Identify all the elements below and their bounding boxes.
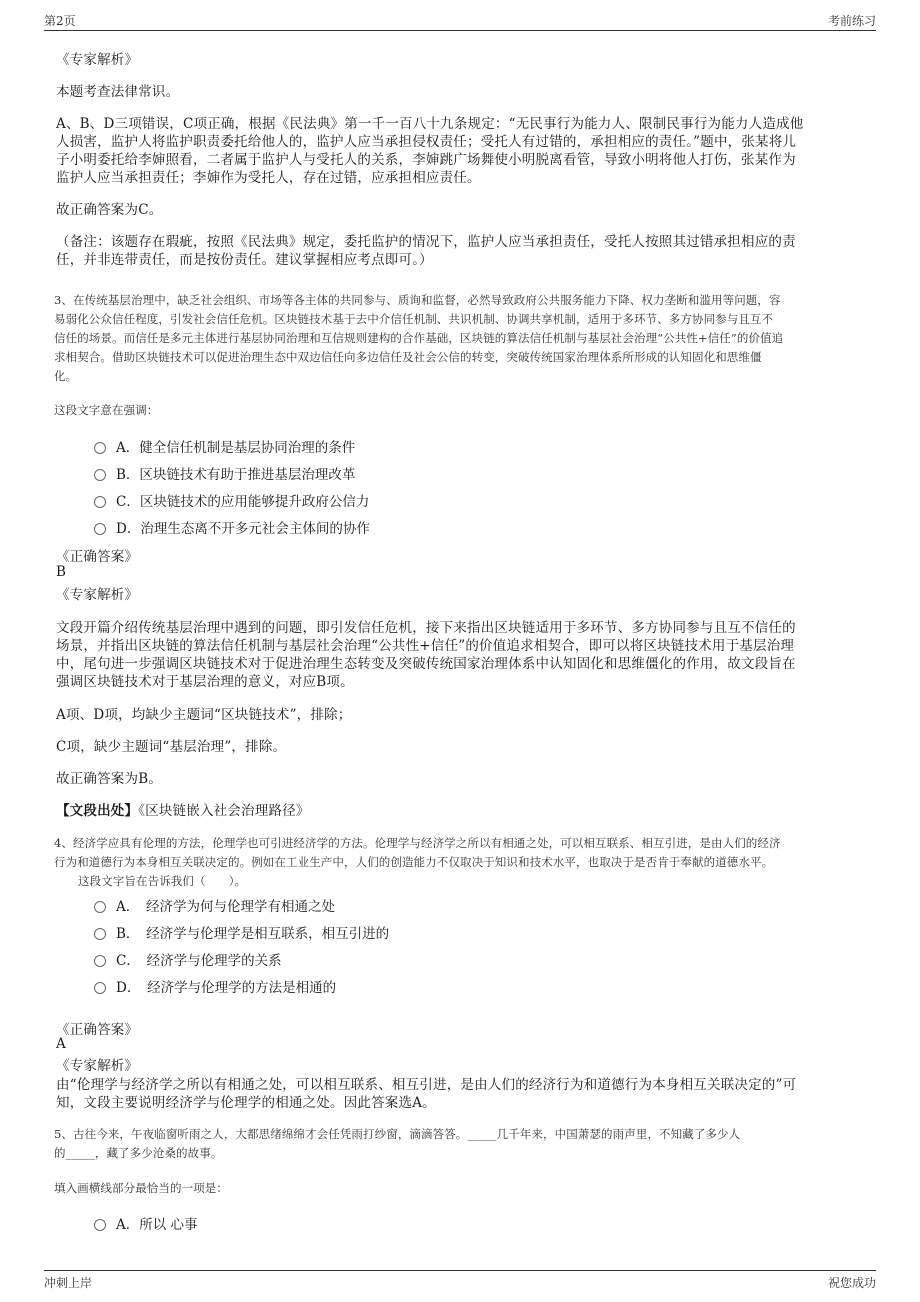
q3-stem-line: 求相契合。借助区块链技术可以促进治理生态中双边信任向多边信任及社会公信的转变，突破传统国家治理体系所形成的认知固化和思维僵 bbox=[54, 350, 762, 364]
q3-exclude-ad: A项、D项，均缺少主题词“区块链技术”，排除； bbox=[56, 707, 352, 723]
q5-question: 填入画横线部分最恰当的一项是： bbox=[54, 1181, 228, 1195]
q2-answer: 故正确答案为C。 bbox=[56, 202, 163, 218]
page-footer bbox=[44, 1270, 876, 1293]
q4-analysis-line: 知，文段主要说明经济学与伦理学的相通之处。因此答案选A。 bbox=[56, 1095, 436, 1111]
q3-exclude-c: C项，缺少主题词“基层治理”，排除。 bbox=[56, 739, 287, 755]
q4-analysis-label: 《专家解析》 bbox=[56, 1058, 139, 1074]
q4-question: 这段文字旨在告诉我们（ ）。 bbox=[78, 874, 247, 888]
source-tag: 【文段出处】 bbox=[56, 803, 139, 819]
q3-option-a[interactable]: A．健全信任机制是基层协同治理的条件 bbox=[94, 436, 355, 456]
q3-option-d[interactable]: D．治理生态离不开多元社会主体间的协作 bbox=[94, 517, 370, 537]
header-title: 考前练习 bbox=[827, 14, 876, 28]
radio-icon[interactable] bbox=[94, 982, 106, 994]
q3-answer: B bbox=[56, 564, 67, 580]
q3-stem-line: 易弱化公众信任程度，引发社会信任危机。区块链技术基于去中介信任机制、共识机制、协调共享机制，适用于多环节、多方协同参与且互不 bbox=[54, 312, 774, 326]
q2-intro: 本题考查法律常识。 bbox=[56, 84, 180, 100]
q3-answer-label: 《正确答案》 bbox=[56, 549, 139, 565]
q3-analysis-label: 《专家解析》 bbox=[56, 587, 139, 603]
radio-icon[interactable] bbox=[94, 523, 106, 535]
q2-para-line: 监护人应当承担责任；李婶作为受托人，存在过错，应承担相应责任。 bbox=[56, 170, 481, 186]
q4-option-b[interactable]: B． 经济学与伦理学是相互联系，相互引进的 bbox=[94, 922, 389, 942]
q3-stem-line: 化。 bbox=[54, 369, 78, 383]
page-header bbox=[44, 10, 876, 31]
q4-option-c[interactable]: C． 经济学与伦理学的关系 bbox=[94, 949, 282, 969]
q2-para-line: 人损害，监护人将监护职责委托给他人的，监护人应当承担侵权责任；受托人有过错的，承担相应的责任。”题中，张某将儿 bbox=[56, 134, 797, 150]
q3-option-b[interactable]: B．区块链技术有助于推进基层治理改革 bbox=[94, 463, 355, 483]
q2-analysis-label: 《专家解析》 bbox=[56, 52, 139, 68]
q4-stem-line: 4、经济学应具有伦理的方法，伦理学也可引进经济学的方法。伦理学与经济学之所以有相通之处，可以相互联系、相互引进，是由人们的经济 bbox=[54, 836, 781, 850]
q3-question: 这段文字意在强调： bbox=[54, 403, 159, 417]
q3-analysis-line: 文段开篇介绍传统基层治理中遇到的问题，即引发信任危机，接下来指出区块链适用于多环节、多方协同参与且互不信任的 bbox=[56, 620, 796, 636]
q3-stem-line: 3、在传统基层治理中，缺乏社会组织、市场等各主体的共同参与、质询和监督，必然导致政府公共服务能力下降、权力垄断和滥用等问题，容 bbox=[54, 293, 781, 307]
radio-icon[interactable] bbox=[94, 928, 106, 940]
q4-option-a[interactable]: A． 经济学为何与伦理学有相通之处 bbox=[94, 895, 335, 915]
q4-option-d[interactable]: D． 经济学与伦理学的方法是相通的 bbox=[94, 976, 336, 996]
q3-source bbox=[56, 799, 310, 819]
q3-final-answer: 故正确答案为B。 bbox=[56, 771, 163, 787]
footer-left: 冲刺上岸 bbox=[44, 1276, 93, 1290]
q2-para-line: 子小明委托给李婶照看，二者属于监护人与受托人的关系，李婶跳广场舞使小明脱离看管，导致小明将他人打伤，张某作为 bbox=[56, 152, 796, 168]
q5-stem-line: 的_____，藏了多少沧桑的故事。 bbox=[54, 1146, 223, 1160]
q4-answer-label: 《正确答案》 bbox=[56, 1022, 139, 1038]
source-title: 《区块链嵌入社会治理路径》 bbox=[138, 803, 310, 819]
q3-analysis-line: 中，尾句进一步强调区块链技术对于促进治理生态转变及突破传统国家治理体系中认知固化和思维僵化的作用，故文段旨在 bbox=[56, 656, 796, 672]
q2-note-line: （备注：该题存在瑕疵，按照《民法典》规定，委托监护的情况下，监护人应当承担责任，受托人按照其过错承担相应的责 bbox=[56, 234, 796, 250]
q5-option-a[interactable]: A．所以 心事 bbox=[94, 1213, 198, 1233]
q3-option-c[interactable]: C．区块链技术的应用能够提升政府公信力 bbox=[94, 490, 369, 510]
radio-icon[interactable] bbox=[94, 901, 106, 913]
radio-icon[interactable] bbox=[94, 496, 106, 508]
radio-icon[interactable] bbox=[94, 955, 106, 967]
q4-analysis-line: 由“伦理学与经济学之所以有相通之处，可以相互联系、相互引进，是由人们的经济行为和道德行为本身相互关联决定的”可 bbox=[56, 1077, 797, 1093]
radio-icon[interactable] bbox=[94, 469, 106, 481]
q2-para-line: A、B、D三项错误，C项正确，根据《民法典》第一千一百八十九条规定：“无民事行为能力人、限制民事行为能力人造成他 bbox=[56, 116, 804, 132]
footer-right: 祝您成功 bbox=[827, 1276, 876, 1290]
q3-analysis-line: 场景，并指出区块链的算法信任机制与基层社会治理“公共性+信任”的价值追求相契合，即可以将区块链技术用于基层治理 bbox=[56, 638, 795, 654]
q5-stem-line: 5、古往今来，午夜临窗听雨之人，大都思绪绵绵才会任凭雨打纱窗，滴滴答答。_____几千年来，中国萧瑟的雨声里，不知藏了多少人 bbox=[54, 1127, 741, 1141]
page-number: 第2页 bbox=[44, 14, 76, 28]
radio-icon[interactable] bbox=[94, 442, 106, 454]
q2-note-line: 任，并非连带责任，而是按份责任。建议掌握相应考点即可。） bbox=[56, 252, 433, 268]
q3-analysis-line: 强调区块链技术对于基层治理的意义，对应B项。 bbox=[56, 674, 354, 690]
radio-icon[interactable] bbox=[94, 1219, 106, 1231]
q3-stem-line: 信任的场景。而信任是多元主体进行基层协同治理和互信规则建构的合作基础，区块链的算法信任机制与基层社会治理“公共性+信任”的价值追 bbox=[54, 331, 784, 345]
q4-stem-line: 行为和道德行为本身相互关联决定的。例如在工业生产中，人们的创造能力不仅取决于知识和技术水平，也取决于是否肯于奉献的道德水平。 bbox=[54, 855, 774, 869]
q4-answer: A bbox=[56, 1036, 66, 1052]
